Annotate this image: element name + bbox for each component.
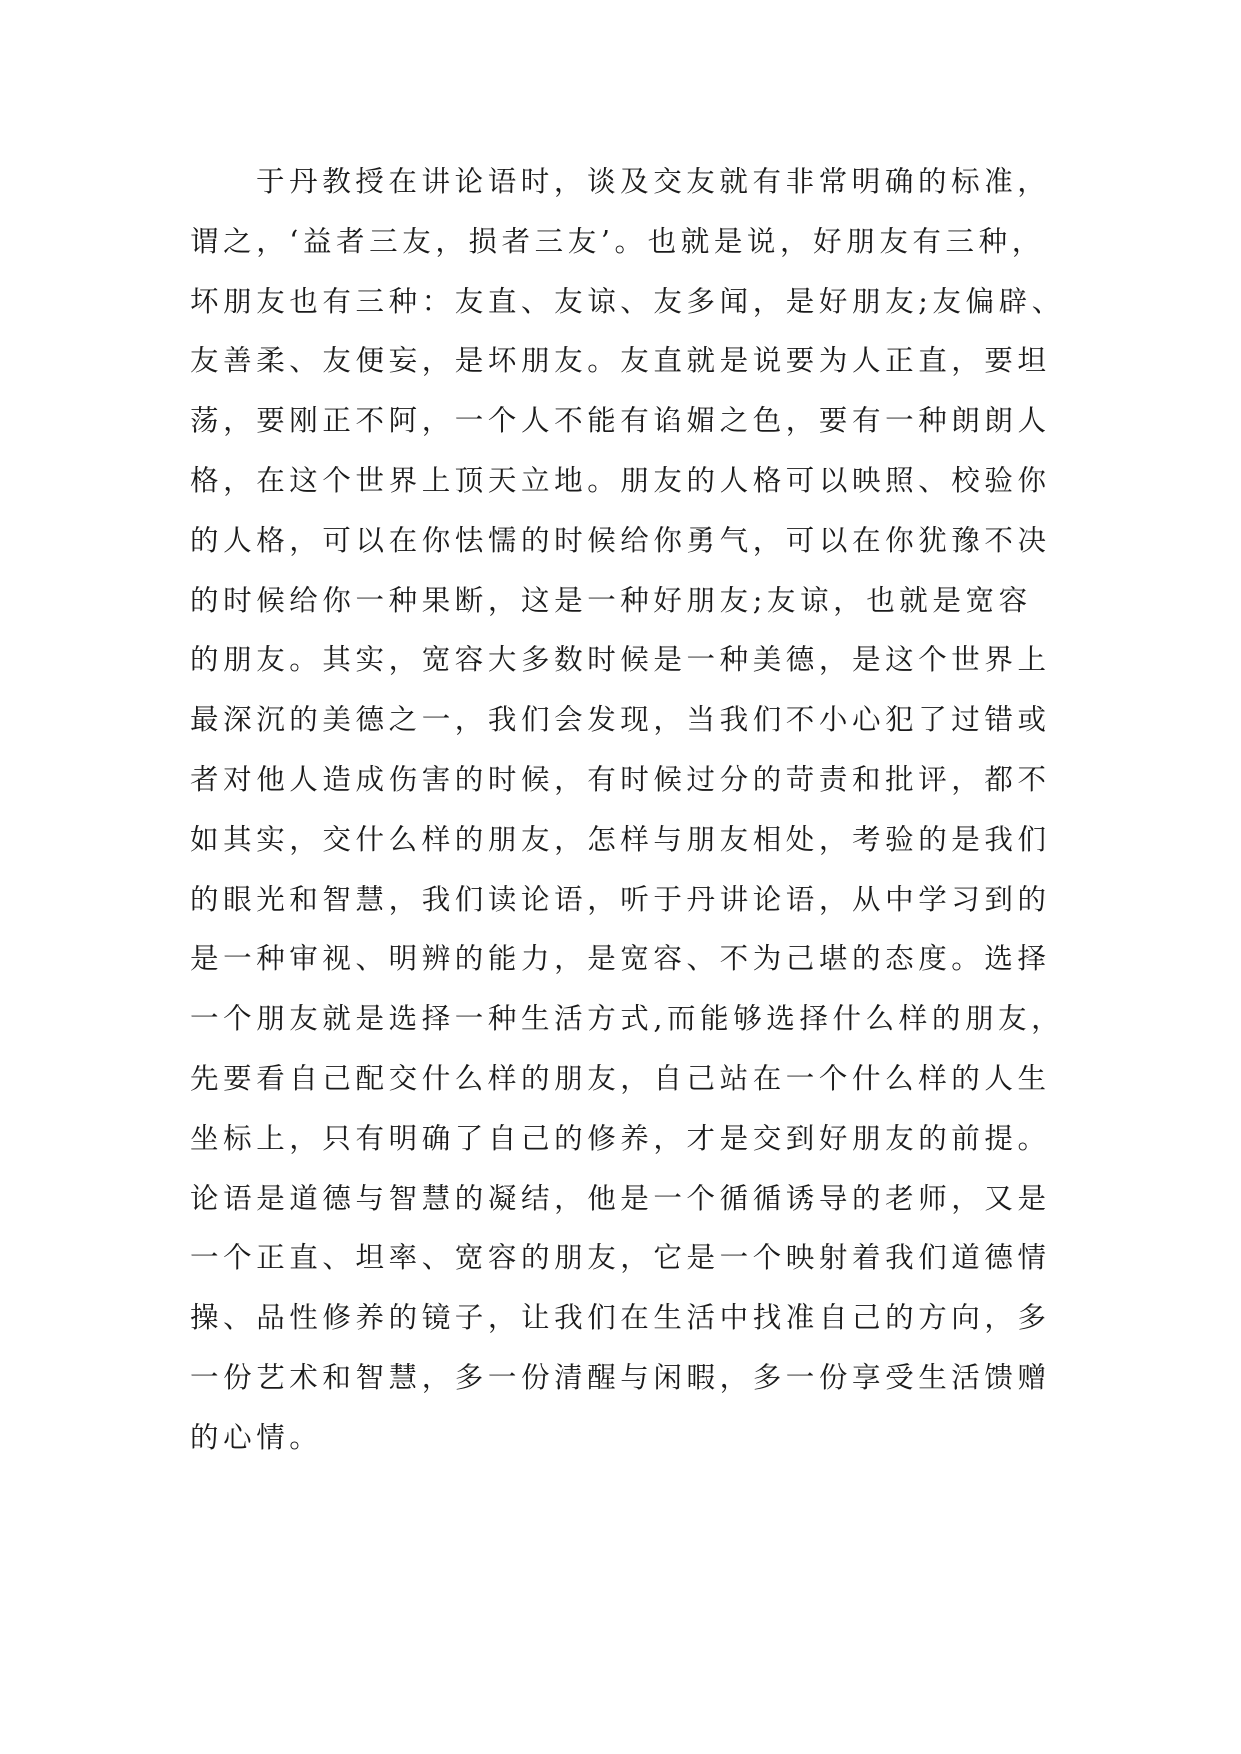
essay-paragraph (190, 152, 1065, 1468)
paragraph-line: 友善柔、友便妄，是坏朋友。友直就是说要为人正直，要坦 (190, 344, 1051, 378)
paragraph-line: 者对他人造成伤害的时候，有时候过分的苛责和批评，都不 (190, 762, 1051, 796)
paragraph-line: 一份艺术和智慧，多一份清醒与闲暇，多一份享受生活馈赠 (190, 1360, 1051, 1394)
paragraph-line: 的人格，可以在你怯懦的时候给你勇气，可以在你犹豫不决 (190, 523, 1051, 557)
paragraph-line: 的朋友。其实，宽容大多数时候是一种美德，是这个世界上 (190, 643, 1051, 677)
paragraph-line: 格，在这个世界上顶天立地。朋友的人格可以映照、校验你 (190, 463, 1051, 497)
paragraph-line: 论语是道德与智慧的凝结，他是一个循循诱导的老师，又是 (190, 1181, 1051, 1215)
paragraph-line: 操、品性修养的镜子，让我们在生活中找准自己的方向，多 (190, 1301, 1051, 1335)
paragraph-line: 是一种审视、明辨的能力，是宽容、不为己堪的态度。选择 (190, 942, 1051, 976)
paragraph-line: 最深沉的美德之一，我们会发现，当我们不小心犯了过错或 (190, 703, 1051, 737)
paragraph-line: 一个朋友就是选择一种生活方式,而能够选择什么样的朋友， (190, 1002, 1065, 1036)
paragraph-line: 一个正直、坦率、宽容的朋友，它是一个映射着我们道德情 (190, 1241, 1051, 1275)
paragraph-line: 的眼光和智慧，我们读论语，听于丹讲论语，从中学习到的 (190, 882, 1051, 916)
paragraph-line: 谓之，‘益者三友，损者三友’。也就是说，好朋友有三种， (190, 224, 1045, 258)
paragraph-line: 坐标上，只有明确了自己的修养，才是交到好朋友的前提。 (190, 1121, 1051, 1155)
paragraph-line: 于丹教授在讲论语时，谈及交友就有非常明确的标准， (256, 165, 1051, 198)
paragraph-line: 坏朋友也有三种：友直、友谅、友多闻，是好朋友;友偏辟、 (190, 284, 1065, 318)
paragraph-line: 的心情。 (190, 1420, 323, 1454)
paragraph-line: 先要看自己配交什么样的朋友，自己站在一个什么样的人生 (190, 1061, 1051, 1095)
document-body (190, 152, 1065, 1468)
paragraph-line: 的时候给你一种果断，这是一种好朋友;友谅，也就是宽容 (190, 583, 1032, 617)
paragraph-line: 如其实，交什么样的朋友，怎样与朋友相处，考验的是我们 (190, 822, 1051, 856)
paragraph-line: 荡，要刚正不阿，一个人不能有谄媚之色，要有一种朗朗人 (190, 404, 1051, 438)
